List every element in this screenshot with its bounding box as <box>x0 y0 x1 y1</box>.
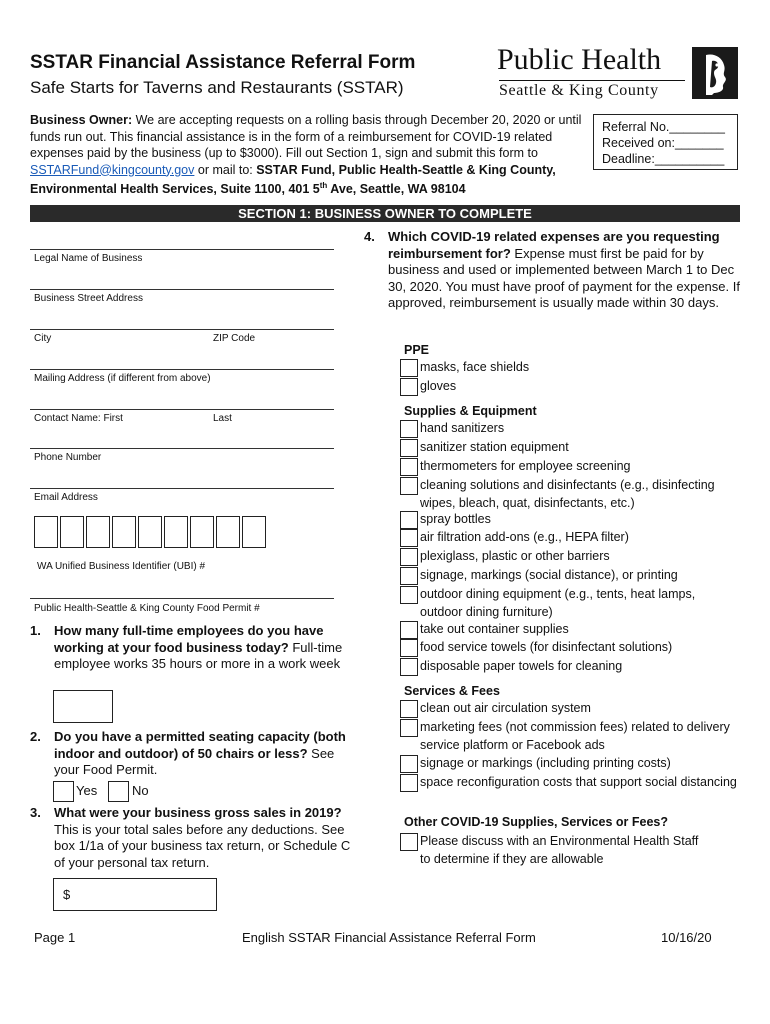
expense-checkbox[interactable] <box>400 567 418 585</box>
street-address-line[interactable] <box>30 289 334 290</box>
expense-item[interactable] <box>400 439 740 457</box>
expense-label: marketing fees (not commission fees) related to delivery service platform or Facebook ads <box>420 720 730 752</box>
expense-label: gloves <box>420 379 457 393</box>
contact-last-label: Last <box>213 413 232 424</box>
deadline-label: Deadline:__________ <box>602 152 725 166</box>
king-county-logo-icon <box>692 47 738 99</box>
seating-yes-label: Yes <box>76 783 98 798</box>
expense-item[interactable] <box>400 621 740 639</box>
expense-checkbox[interactable] <box>400 621 418 639</box>
expense-label: plexiglass, plastic or other barriers <box>420 549 610 563</box>
other-heading: Other COVID-19 Supplies, Services or Fees? <box>404 815 668 829</box>
expense-label: spray bottles <box>420 512 491 526</box>
expense-label: Please discuss with an Environmental Health Staff to determine if they are allowable <box>420 834 699 866</box>
intro-lead: Business Owner: <box>30 113 133 127</box>
phone-label: Phone Number <box>34 452 102 463</box>
expense-item[interactable] <box>400 755 740 773</box>
expense-checkbox[interactable] <box>400 359 418 377</box>
expense-item[interactable] <box>400 477 740 512</box>
expense-label: cleaning solutions and disinfectants (e.g., disinfecting wipes, bleach, quat, disinfectants, etc.) <box>420 478 715 510</box>
expense-label: disposable paper towels for cleaning <box>420 659 623 673</box>
expense-label: signage or markings (including printing costs) <box>420 756 671 770</box>
question-1-prompt: How many full-time employees do you have working at your food business today? <box>54 623 324 655</box>
expense-label: masks, face shields <box>420 360 530 374</box>
ubi-label: WA Unified Business Identifier (UBI) # <box>37 561 206 572</box>
expense-checkbox[interactable] <box>400 719 418 737</box>
expense-label: thermometers for employee screening <box>420 459 631 473</box>
services-heading: Services & Fees <box>404 684 500 698</box>
expense-label: space reconfiguration costs that support social distancing <box>420 775 737 789</box>
expense-item[interactable] <box>400 567 740 585</box>
question-3 <box>30 805 360 871</box>
expense-checkbox[interactable] <box>400 439 418 457</box>
expense-item[interactable] <box>400 529 740 547</box>
expense-item[interactable] <box>400 719 740 754</box>
expense-item[interactable] <box>400 658 740 676</box>
question-3-number: 3. <box>30 805 41 820</box>
employee-count-input[interactable] <box>53 690 113 723</box>
gross-sales-input[interactable] <box>53 878 217 911</box>
intro-paragraph <box>30 112 590 198</box>
expense-checkbox[interactable] <box>400 639 418 657</box>
email-link[interactable]: SSTARFund@kingcounty.gov <box>30 162 195 177</box>
mailing-address-line[interactable] <box>30 369 334 370</box>
expense-label: air filtration add-ons (e.g., HEPA filter) <box>420 530 629 544</box>
footer-date: 10/16/20 <box>661 930 712 945</box>
food-permit-line[interactable] <box>30 598 334 599</box>
expense-item[interactable] <box>400 511 740 529</box>
expense-item[interactable] <box>400 378 740 396</box>
expense-label: signage, markings (social distance), or printing <box>420 568 678 582</box>
city-label: City <box>34 333 52 344</box>
ubi-digit-box[interactable] <box>86 516 110 548</box>
question-4-prompt: Which COVID-19 related expenses are you requesting reimbursement for? <box>388 229 720 261</box>
page-number: Page 1 <box>34 930 76 945</box>
expense-item[interactable] <box>400 548 740 566</box>
expense-checkbox[interactable] <box>400 700 418 718</box>
expense-label: outdoor dining equipment (e.g., tents, heat lamps, outdoor dining furniture) <box>420 587 696 619</box>
expense-checkbox[interactable] <box>400 477 418 495</box>
question-2-number: 2. <box>30 729 41 744</box>
logo-rule <box>499 80 685 81</box>
ubi-digit-box[interactable] <box>190 516 214 548</box>
email-label: Email Address <box>34 492 98 503</box>
ubi-digit-box[interactable] <box>112 516 136 548</box>
question-2-prompt: Do you have a permitted seating capacity (both indoor and outdoor) of 50 chairs or less? <box>54 729 346 761</box>
expense-item[interactable] <box>400 639 740 657</box>
contact-first-label: Contact Name: First <box>34 413 123 424</box>
expense-item[interactable] <box>400 700 740 718</box>
expense-item[interactable] <box>400 774 740 792</box>
expense-item[interactable] <box>400 833 710 868</box>
expense-checkbox[interactable] <box>400 755 418 773</box>
form-subtitle: Safe Starts for Taverns and Restaurants (SSTAR) <box>30 78 404 97</box>
expense-label: hand sanitizers <box>420 421 505 435</box>
expense-label: take out container supplies <box>420 622 569 636</box>
seating-no-checkbox[interactable] <box>108 781 129 802</box>
question-4 <box>364 229 742 312</box>
referral-number-label: Referral No.________ <box>602 120 725 134</box>
legal-name-label: Legal Name of Business <box>34 253 143 264</box>
currency-symbol: $ <box>63 887 71 902</box>
expense-checkbox[interactable] <box>400 774 418 792</box>
expense-checkbox[interactable] <box>400 511 418 529</box>
seating-yes-checkbox[interactable] <box>53 781 74 802</box>
expense-checkbox[interactable] <box>400 529 418 547</box>
expense-checkbox[interactable] <box>400 586 418 604</box>
intro-text-1: We are accepting requests on a rolling basis through December 20, 2020 or until funds run out. This financial assistance is in the form of a reimbursement for COVID-19 related expenses paid by the business (up to $3000). Fill out Section 1, sign and submit this form to <box>30 113 582 160</box>
supplies-heading: Supplies & Equipment <box>404 404 537 418</box>
form-title: SSTAR Financial Assistance Referral Form <box>30 52 416 73</box>
logo-subtitle: Seattle & King County <box>499 82 659 99</box>
zip-label: ZIP Code <box>213 333 256 344</box>
expense-label: food service towels (for disinfectant solutions) <box>420 640 673 654</box>
question-1-number: 1. <box>30 623 41 638</box>
mailing-address-label: Mailing Address (if different from above) <box>34 373 211 384</box>
expense-checkbox[interactable] <box>400 658 418 676</box>
expense-checkbox[interactable] <box>400 833 418 851</box>
ubi-digit-box[interactable] <box>60 516 84 548</box>
phone-line[interactable] <box>30 448 334 449</box>
question-2-note: See your Food Permit. <box>54 745 335 777</box>
expense-checkbox[interactable] <box>400 420 418 438</box>
city-zip-line[interactable] <box>30 329 334 330</box>
ubi-digit-box[interactable] <box>242 516 266 548</box>
logo-wordmark: Public Health <box>497 43 662 76</box>
expense-label: sanitizer station equipment <box>420 440 569 454</box>
question-1-note: Full-time employee works 35 hours or more in a work week <box>54 639 343 671</box>
expense-checkbox[interactable] <box>400 378 418 396</box>
seating-no-label: No <box>132 783 149 798</box>
section-1-header: SECTION 1: BUSINESS OWNER TO COMPLETE <box>30 205 740 222</box>
ubi-digit-box[interactable] <box>138 516 162 548</box>
expense-item[interactable] <box>400 458 740 476</box>
mailing-address: SSTAR Fund, Public Health-Seattle & King County, Environmental Health Services, Suite 1100, 401 5th Ave, Seattle, WA 98104 <box>30 162 556 197</box>
expense-item[interactable] <box>400 586 740 621</box>
email-line[interactable] <box>30 488 334 489</box>
contact-name-line[interactable] <box>30 409 334 410</box>
expense-item[interactable] <box>400 359 740 377</box>
ubi-digit-box[interactable] <box>34 516 58 548</box>
expense-checkbox[interactable] <box>400 458 418 476</box>
question-3-note: This is your total sales before any deductions. See box 1/1a of your business tax return, or Schedule C of your personal tax return. <box>54 821 351 870</box>
question-3-prompt: What were your business gross sales in 2019? <box>54 805 342 820</box>
office-use-box <box>593 114 738 170</box>
food-permit-label: Public Health-Seattle & King County Food Permit # <box>34 603 260 614</box>
ppe-heading: PPE <box>404 343 430 357</box>
ubi-digit-box[interactable] <box>216 516 240 548</box>
question-2 <box>30 729 360 779</box>
street-address-label: Business Street Address <box>34 293 143 304</box>
ubi-digit-box[interactable] <box>164 516 188 548</box>
received-on-label: Received on:_______ <box>602 136 724 150</box>
question-1 <box>30 623 360 673</box>
expense-checkbox[interactable] <box>400 548 418 566</box>
intro-text-2: or mail to: <box>194 162 257 177</box>
legal-name-line[interactable] <box>30 249 334 250</box>
expense-item[interactable] <box>400 420 740 438</box>
footer-form-name: English SSTAR Financial Assistance Referral Form <box>242 930 536 945</box>
question-4-number: 4. <box>364 229 375 244</box>
expense-label: clean out air circulation system <box>420 701 591 715</box>
question-4-note: Expense must first be paid for by business and used or implemented between March 1 to Dec 30, 2020. You must have proof of payment for the expense. If approved, reimbursement is usually made within 30 days. <box>388 245 740 310</box>
